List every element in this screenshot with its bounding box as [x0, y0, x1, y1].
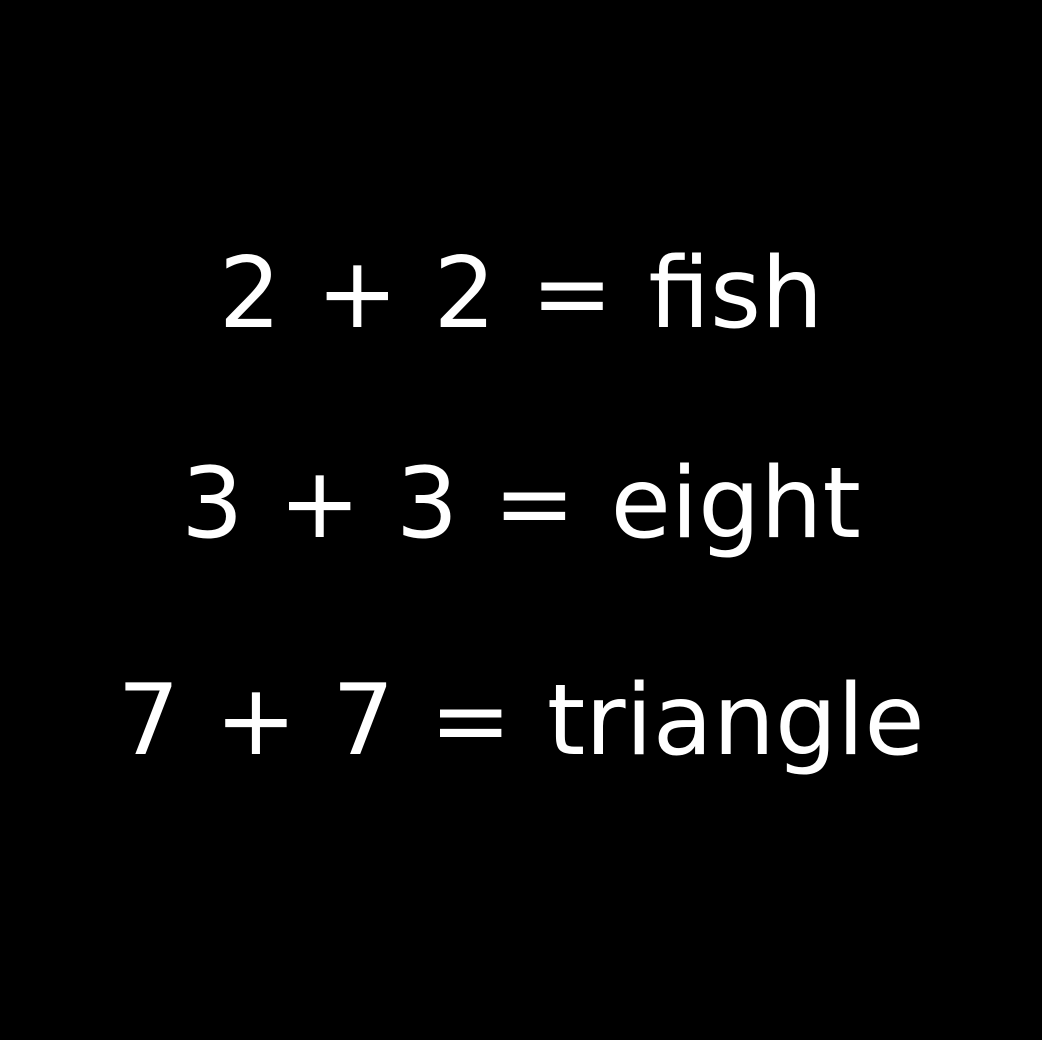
equation-line-3: 7 + 7 = triangle [117, 664, 925, 778]
equation-line-1: 2 + 2 = fish [218, 237, 824, 351]
equation-line-2: 3 + 3 = eight [181, 447, 861, 561]
